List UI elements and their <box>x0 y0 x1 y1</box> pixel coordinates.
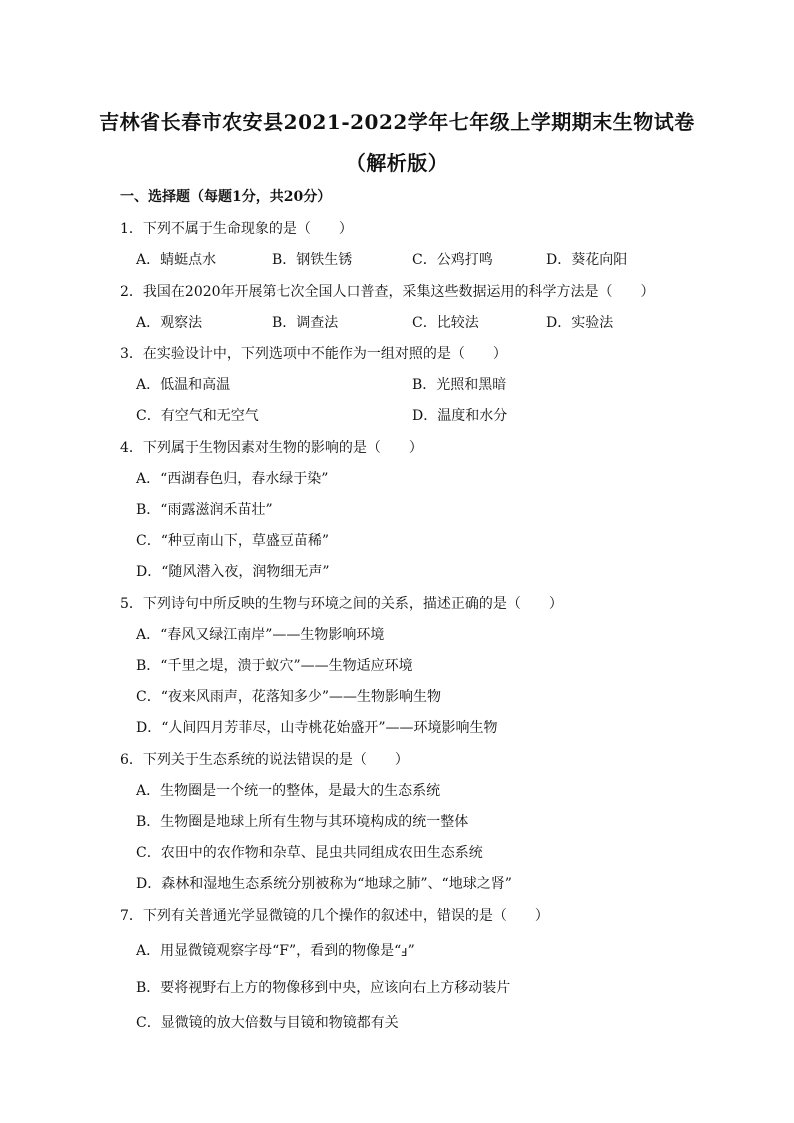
question-5-option-b: B．“千里之堤，溃于蚁穴”——生物适应环境 <box>136 658 413 674</box>
question-1-option-c: C．公鸡打鸣 <box>412 252 493 268</box>
question-7-option-a <box>136 940 415 960</box>
section-heading: 一、选择题（每题1分，共20分） <box>120 189 332 205</box>
question-3-option-a: A．低温和高温 <box>136 377 231 393</box>
question-3-stem: 3．在实验设计中，下列选项中不能作为一组对照的是（ ） <box>120 346 507 362</box>
exam-title: 吉林省长春市农安县2021-2022学年七年级上学期期末生物试卷 <box>99 110 695 134</box>
question-4-option-c: C．“种豆南山下，草盛豆苗稀” <box>136 533 330 549</box>
question-5-option-d: D．“人间四月芳菲尽，山寺桃花始盛开”——环境影响生物 <box>136 720 498 736</box>
question-2-option-c: C．比较法 <box>412 315 479 331</box>
question-5-option-c: C．“夜来风雨声，花落知多少”——生物影响生物 <box>136 689 442 705</box>
question-4-option-d: D．“随风潜入夜，润物细无声” <box>136 564 330 580</box>
question-6-option-d: D．森林和湿地生态系统分别被称为“地球之肺”、“地球之肾” <box>136 876 512 892</box>
question-3-option-d: D．温度和水分 <box>412 408 508 424</box>
question-5-option-a: A．“春风又绿江南岸”——生物影响环境 <box>136 627 385 643</box>
question-3-option-b: B．光照和黑暗 <box>412 377 507 393</box>
question-6-option-b: B．生物圈是地球上所有生物与其环境构成的统一整体 <box>136 814 469 830</box>
rotated-letter-f: F <box>401 945 408 958</box>
question-6-option-a: A．生物圈是一个统一的整体，是最大的生态系统 <box>136 783 441 799</box>
question-4-stem: 4．下列属于生物因素对生物的影响的是（ ） <box>120 440 423 456</box>
question-3-option-c: C．有空气和无空气 <box>136 408 259 424</box>
question-7-option-a-tail: ” <box>407 943 415 959</box>
question-7-stem: 7．下列有关普通光学显微镜的几个操作的叙述中，错误的是（ ） <box>120 908 549 924</box>
question-7-option-a-text: A．用显微镜观察字母“F”，看到的物像是“ <box>136 943 402 959</box>
exam-subtitle: （解析版） <box>345 151 449 175</box>
question-2-stem: 2．我国在2020年开展第七次全国人口普查，采集这些数据运用的科学方法是（ ） <box>120 284 655 300</box>
question-2-option-a: A．观察法 <box>136 315 203 331</box>
question-5-stem: 5．下列诗句中所反映的生物与环境之间的关系，描述正确的是（ ） <box>120 596 563 612</box>
question-6-option-c: C．农田中的农作物和杂草、昆虫共同组成农田生态系统 <box>136 845 483 861</box>
question-1-option-d: D．葵花向阳 <box>546 252 628 268</box>
question-4-option-b: B．“雨露滋润禾苗壮” <box>136 502 273 518</box>
question-6-stem: 6．下列关于生态系统的说法错误的是（ ） <box>120 752 409 768</box>
question-1-option-a: A．蜻蜓点水 <box>136 252 217 268</box>
question-2-option-b: B．调查法 <box>272 315 339 331</box>
question-1-option-b: B．钢铁生锈 <box>272 252 353 268</box>
question-7-option-c: C．显微镜的放大倍数与目镜和物镜都有关 <box>136 1015 399 1031</box>
question-4-option-a: A．“西湖春色归，春水绿于染” <box>136 471 329 487</box>
question-1-stem: 1．下列不属于生命现象的是（ ） <box>120 221 353 237</box>
question-2-option-d: D．实验法 <box>546 315 614 331</box>
question-7-option-b: B．要将视野右上方的物像移到中央，应该向右上方移动装片 <box>136 980 511 996</box>
